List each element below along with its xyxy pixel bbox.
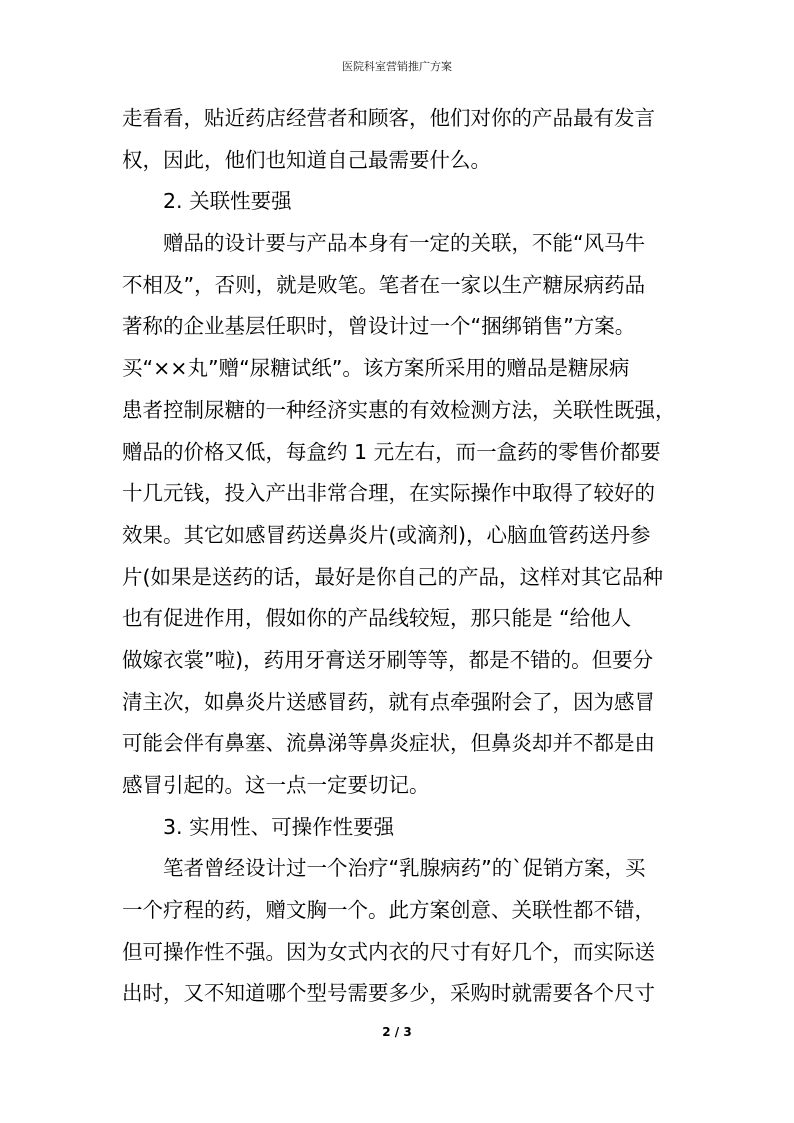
paragraph-line: 但可操作性不强。因为女式内衣的尺寸有好几个，而实际送 (122, 939, 655, 964)
paragraph-line: 不相及”，否则，就是败笔。笔者在一家以生产糖尿病药品 (122, 272, 646, 297)
paragraph-line: 一个疗程的药，赠文胸一个。此方案创意、关联性都不错， (122, 898, 655, 923)
paragraph-line: 片(如果是送药的话，最好是你自己的产品，这样对其它品种 (122, 564, 663, 589)
section-heading: 3. 实用性、可操作性要强 (163, 814, 395, 839)
paragraph-line: 赠品的价格又低，每盒约 1 元左右，而一盒药的零售价都要 (122, 439, 661, 464)
paragraph-line: 笔者曾经设计过一个治疗“乳腺病药”的`促销方案，买 (163, 856, 646, 881)
page-number: 2 / 3 (382, 1025, 412, 1039)
paragraph-line: 赠品的设计要与产品本身有一定的关联，不能“风马牛 (163, 231, 646, 256)
paragraph-line: 买“××丸”赠“尿糖试纸”。该方案所采用的赠品是糖尿病 (122, 356, 630, 381)
paragraph-line: 也有促进作用，假如你的产品线较短，那只能是 “给他人 (122, 606, 632, 631)
paragraph-line: 患者控制尿糖的一种经济实惠的有效检测方法，关联性既强， (122, 397, 676, 422)
paragraph-line: 清主次，如鼻炎片送感冒药，就有点牵强附会了，因为感冒 (122, 689, 655, 714)
paragraph-line: 效果。其它如感冒药送鼻炎片(或滴剂)，心脑血管药送丹参 (122, 522, 651, 547)
paragraph-line: 走看看，贴近药店经营者和顾客，他们对你的产品最有发言 (122, 106, 655, 130)
paragraph-line: 感冒引起的。这一点一定要切记。 (122, 773, 430, 797)
paragraph-line: 做嫁衣裳”啦)，药用牙膏送牙刷等等，都是不错的。但要分 (122, 647, 654, 672)
paragraph-line: 十几元钱，投入产出非常合理，在实际操作中取得了较好的 (122, 481, 655, 506)
paragraph-line: 出时，又不知道哪个型号需要多少，采购时就需要各个尺寸 (122, 981, 655, 1006)
section-heading: 2. 关联性要强 (163, 189, 292, 214)
paragraph-line: 著称的企业基层任职时，曾设计过一个“捆绑销售”方案。 (122, 314, 636, 339)
page-header: 医院科室营销推广方案 (342, 60, 452, 73)
paragraph-line: 可能会伴有鼻塞、流鼻涕等鼻炎症状，但鼻炎却并不都是由 (122, 731, 655, 756)
paragraph-line: 权，因此，他们也知道自己最需要什么。 (122, 147, 491, 172)
document-body (122, 98, 692, 1015)
